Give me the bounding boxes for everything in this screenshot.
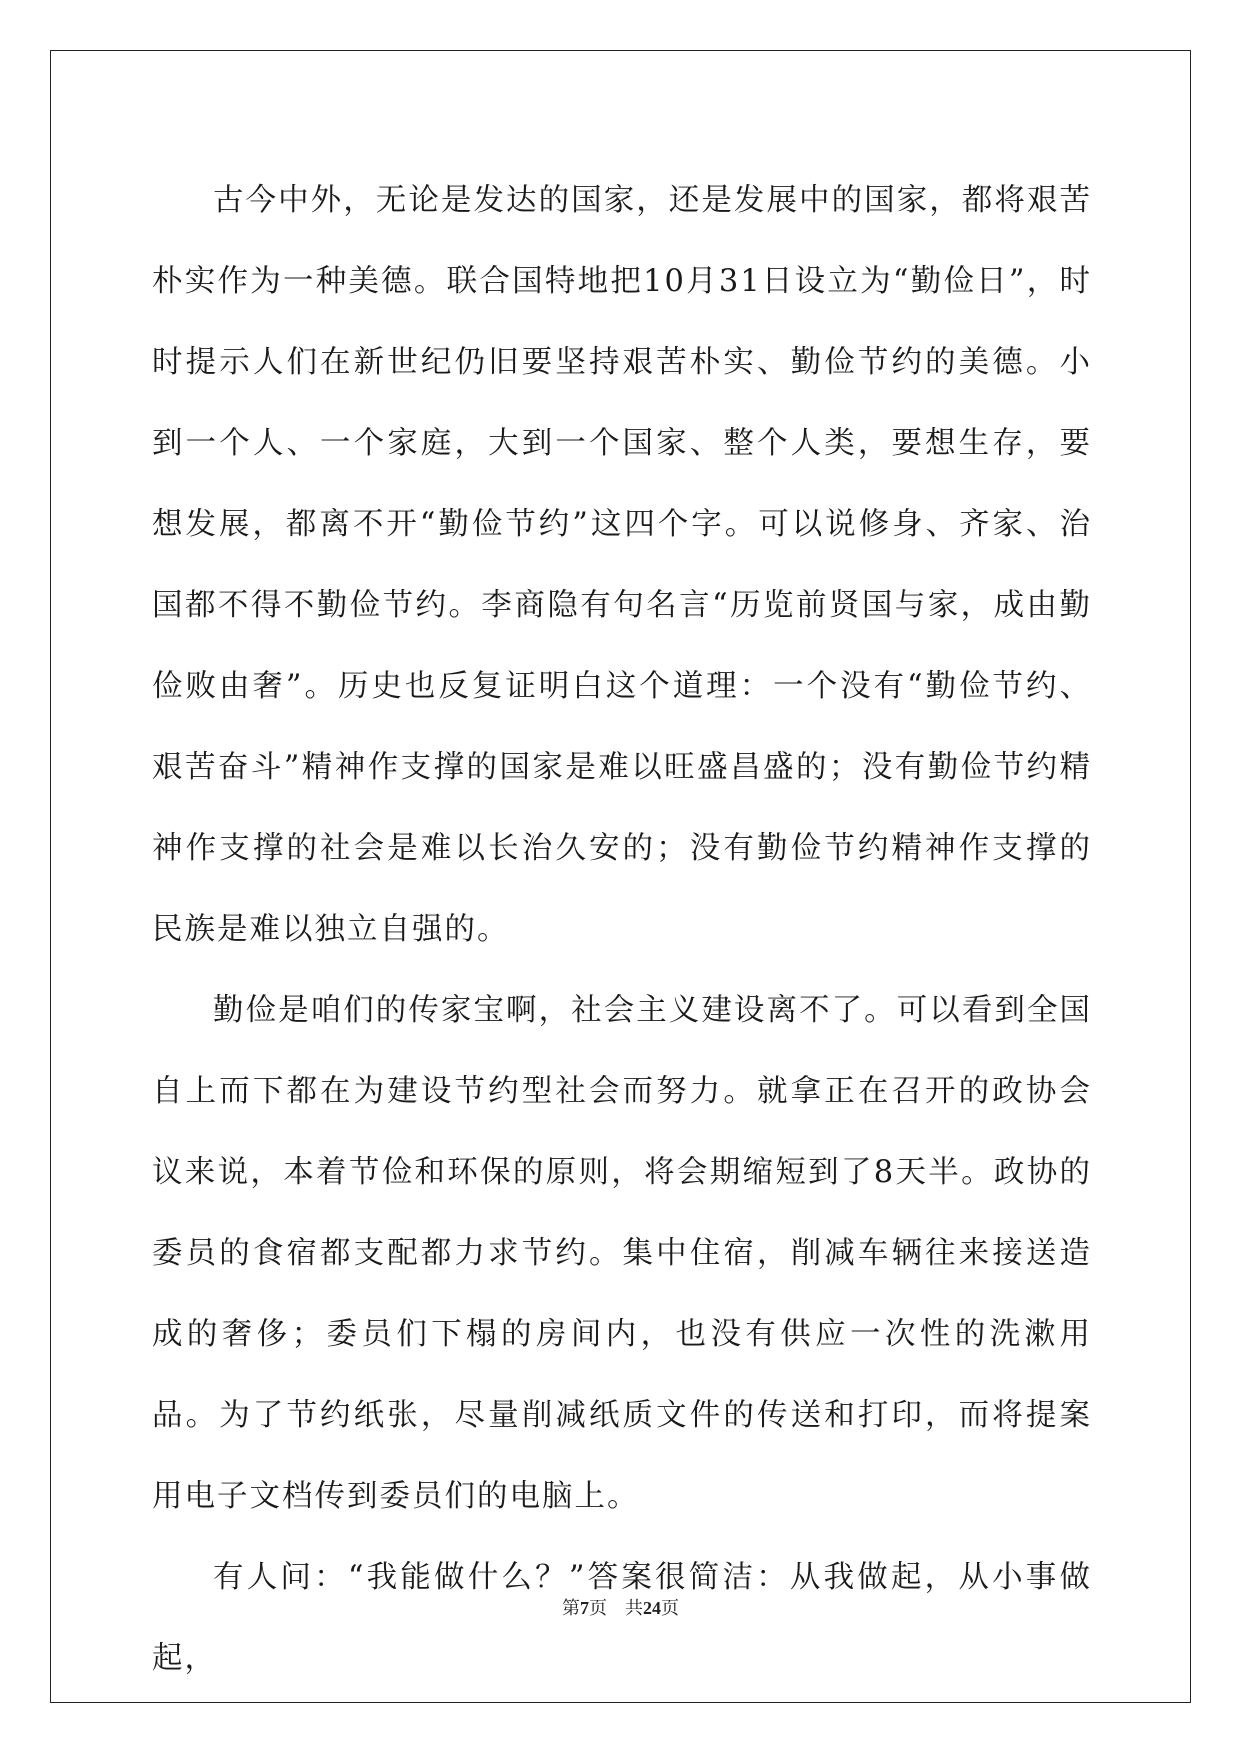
total-pages: 24 xyxy=(643,1598,661,1618)
total-suffix: 页 xyxy=(661,1598,679,1619)
paragraph-1: 古今中外，无论是发达的国家，还是发展中的国家，都将艰苦朴实作为一种美德。联合国特地把10月31日设立为“勤俭日”，时时提示人们在新世纪仍旧要坚持艰苦朴实、勤俭节约的美德。小到一个人、一个家庭，大到一个国家、整个人类，要想生存，要想发展，都离不开“勤俭节约”这四个字。可以说修身、齐家、治国都不得不勤俭节约。李商隐有句名言“历览前贤国与家，成由勤俭败由奢”。历史也反复证明白这个道理：一个没有“勤俭节约、艰苦奋斗”精神作支撑的国家是难以旺盛昌盛的；没有勤俭节约精神作支撑的社会是难以长治久安的；没有勤俭节约精神作支撑的民族是难以独立自强的。 xyxy=(152,183,1092,947)
page-footer xyxy=(0,1594,1241,1620)
document-body xyxy=(152,160,1092,1699)
paragraph-3: 有人问：“我能做什么？”答案很简洁：从我做起，从小事做起， xyxy=(152,1560,1092,1676)
paragraph-2: 勤俭是咱们的传家宝啊，社会主义建设离不了。可以看到全国自上而下都在为建设节约型社会而努力。就拿正在召开的政协会议来说，本着节俭和环保的原则，将会期缩短到了8天半。政协的委员的食宿都支配都力求节约。集中住宿，削减车辆往来接送造成的奢侈；委员们下榻的房间内，也没有供应一次性的洗漱用品。为了节约纸张，尽量削减纸质文件的传送和打印，而将提案用电子文档传到委员们的电脑上。 xyxy=(152,993,1092,1514)
page-prefix: 第 xyxy=(562,1598,580,1619)
page-suffix: 页 xyxy=(589,1598,607,1619)
page-number: 7 xyxy=(580,1598,589,1618)
total-prefix: 共 xyxy=(625,1598,643,1619)
